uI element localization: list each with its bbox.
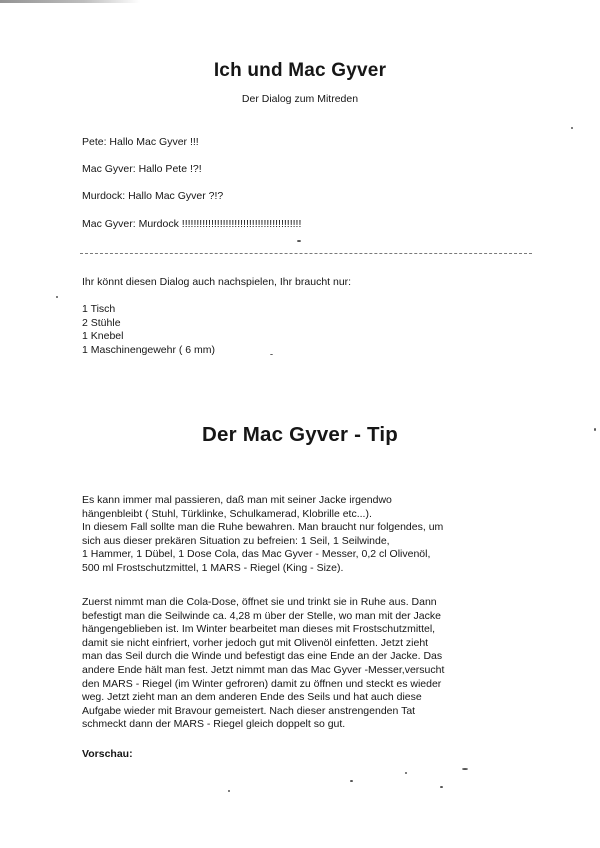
scan-edge-artifact [0, 0, 140, 3]
paragraph-line: den MARS - Riegel (im Winter gefroren) damit zu öffnen und steckt es wieder [82, 677, 442, 690]
items-list [82, 303, 215, 358]
paragraph-line: andere Ende hält man fest. Jetzt nimmt man das Mac Gyver -Messer,versucht [82, 663, 445, 676]
scan-speck [350, 780, 353, 782]
paragraph-line: In diesem Fall sollte man die Ruhe bewahren. Man braucht nur folgendes, um [82, 521, 444, 534]
scan-speck [270, 354, 273, 355]
paragraph-line: damit sie nicht einfriert, vorher jedoch gut mit Olivenöl einfetten. Jetzt zieht [82, 636, 429, 649]
paragraph-2 [82, 596, 542, 732]
dashed-divider [80, 253, 532, 254]
scan-speck [228, 790, 230, 792]
scan-speck [440, 786, 443, 788]
scan-speck [297, 240, 301, 242]
paragraph-line: schmeckt dann der MARS - Riegel gleich doppelt so gut. [82, 718, 346, 731]
paragraph-line: man das Seil durch die Winde und befestigt das eine Ende an der Jacke. Das [82, 650, 443, 663]
paragraph-1 [82, 494, 542, 576]
paragraph-line: Es kann immer mal passieren, daß man mit seiner Jacke irgendwo [82, 494, 392, 506]
intro-text: Ihr könnt diesen Dialog auch nachspielen, Ihr braucht nur: [82, 276, 352, 288]
paragraph-line: befestigt man die Seilwinde ca. 4,28 m über der Stelle, wo man mit der Jacke [82, 609, 441, 622]
paragraph-line: hängengeblieben ist. Im Winter bearbeitet man dieses mit Frostschutzmittel, [82, 623, 436, 636]
list-item: 2 Stühle [82, 316, 121, 329]
list-item: 1 Maschinengewehr ( 6 mm) [82, 344, 216, 357]
scan-speck [56, 296, 58, 298]
paragraph-line: 500 ml Frostschutzmittel, 1 MARS - Riegel (King - Size). [82, 561, 344, 574]
scan-speck [405, 772, 407, 774]
paragraph-line: Zuerst nimmt man die Cola-Dose, öffnet sie und trinkt sie in Ruhe aus. Dann [82, 596, 437, 608]
dialog-line: Murdock: Hallo Mac Gyver ?!? [82, 190, 224, 202]
page-subtitle: Der Dialog zum Mitreden [241, 93, 359, 105]
list-item: 1 Knebel [82, 330, 124, 343]
paragraph-line: Aufgabe wieder mit Bravour gemeistert. Nach dieser anstrengenden Tat [82, 704, 416, 717]
preview-heading: Vorschau: [82, 748, 133, 760]
list-item: 1 Tisch [82, 303, 116, 315]
paragraph-line: 1 Hammer, 1 Dübel, 1 Dose Cola, das Mac Gyver - Messer, 0,2 cl Olivenöl, [82, 548, 431, 561]
dialog-line: Pete: Hallo Mac Gyver !!! [82, 136, 199, 148]
paragraph-line: sich aus dieser prekären Situation zu befreien: 1 Seil, 1 Seilwinde, [82, 534, 390, 547]
scan-speck [571, 127, 573, 129]
paragraph-line: hängenbleibt ( Stuhl, Türklinke, Schulkamerad, Klobrille etc...). [82, 507, 372, 520]
dialog-line: Mac Gyver: Hallo Pete !?! [82, 163, 202, 175]
dialog-line: Mac Gyver: Murdock !!!!!!!!!!!!!!!!!!!!!!!!!!!!!!!!!!!!!!!!! [82, 218, 302, 230]
scan-speck [462, 768, 468, 770]
paragraph-line: weg. Jetzt zieht man an dem anderen Ende des Seils und hat auch diese [82, 691, 422, 704]
tip-title: Der Mac Gyver - Tip [202, 423, 398, 446]
page-title: Ich und Mac Gyver [213, 60, 387, 81]
